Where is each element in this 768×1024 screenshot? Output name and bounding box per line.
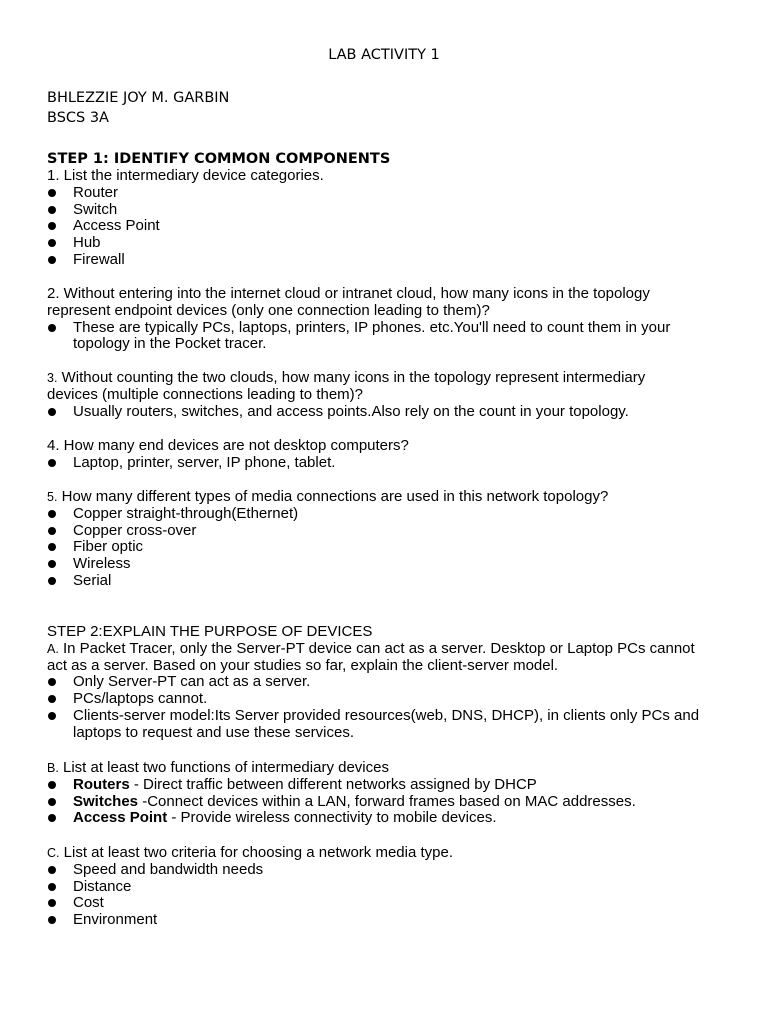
list-item: Laptop, printer, server, IP phone, tablet. [47, 455, 727, 472]
q5-line [47, 489, 727, 506]
list-item [47, 810, 727, 827]
q4-answer-list [47, 455, 727, 472]
qc-line [47, 845, 727, 862]
qb-letter: B. [47, 761, 59, 775]
q3-number: 3. [47, 371, 58, 385]
qa-text: In Packet Tracer, only the Server-PT device can act as a server. Desktop or Laptop PCs cannot [58, 639, 695, 657]
qc-letter: C. [47, 846, 60, 860]
list-item: Speed and bandwidth needs [47, 862, 727, 879]
q5-answer-list [47, 506, 727, 590]
list-item: Cost [47, 895, 727, 912]
q4-block [47, 438, 727, 472]
list-item: These are typically PCs, laptops, printers, IP phones. etc.You'll need to count them in your topology in the Pocket tracer. [47, 320, 707, 354]
qa-answer-list [47, 674, 707, 741]
term-routers: Routers [73, 775, 130, 793]
list-item: Switch [47, 202, 727, 219]
page-title: LAB ACTIVITY 1 [328, 47, 440, 63]
q5-block [47, 489, 727, 590]
desc-routers: - Direct traffic between different networks assigned by DHCP [129, 775, 537, 793]
q3-text: Without counting the two clouds, how many icons in the topology represent intermediary [57, 369, 646, 386]
step2-heading: STEP 2:EXPLAIN THE PURPOSE OF DEVICES [47, 623, 373, 640]
list-item: Environment [47, 912, 727, 929]
qa-letter: A. [47, 641, 59, 656]
desc-switches: -Connect devices within a LAN, forward frames based on MAC addresses. [138, 792, 636, 810]
q5-text: How many different types of media connections are used in this network topology? [57, 488, 609, 505]
student-section: BSCS 3A [47, 110, 109, 126]
list-item [47, 794, 727, 811]
list-item: Access Point [47, 218, 727, 235]
q4-text: 4. How many end devices are not desktop computers? [47, 437, 409, 454]
q2-block [47, 286, 727, 353]
q3-answer-list [47, 404, 727, 421]
q1-text: 1. List the intermediary device categories. [47, 167, 324, 184]
list-item: Copper straight-through(Ethernet) [47, 506, 727, 523]
list-item: Clients-server model:Its Server provided resources(web, DNS, DHCP), in clients only PCs and laptops to request and use these services. [47, 708, 707, 742]
step1-heading: STEP 1: IDENTIFY COMMON COMPONENTS [47, 151, 391, 167]
term-access-point: Access Point [73, 809, 168, 827]
step1-section [47, 150, 727, 269]
list-item: Firewall [47, 252, 727, 269]
student-name: BHLEZZIE JOY M. GARBIN [47, 90, 230, 106]
qb-line [47, 760, 727, 777]
q3-line1 [47, 370, 727, 387]
qc-text: List at least two criteria for choosing a network media type. [59, 844, 454, 861]
list-item [47, 777, 727, 794]
list-item: PCs/laptops cannot. [47, 691, 707, 708]
list-item: Hub [47, 235, 727, 252]
list-item: Serial [47, 573, 727, 590]
desc-access-point: - Provide wireless connectivity to mobile devices. [167, 809, 497, 827]
q1-answer-list [47, 185, 727, 269]
q3-line2: devices (multiple connections leading to them)? [47, 385, 364, 403]
term-switches: Switches [73, 792, 139, 810]
q2-line1: 2. Without entering into the internet cloud or intranet cloud, how many icons in the topology [47, 285, 650, 302]
qb-text: List at least two functions of intermediary devices [58, 759, 389, 776]
qa-line2: act as a server. Based on your studies so far, explain the client-server model. [47, 656, 559, 674]
list-item: Only Server-PT can act as a server. [47, 674, 707, 691]
list-item: Fiber optic [47, 539, 727, 556]
q2-answer-list [47, 320, 707, 354]
list-item: Copper cross-over [47, 523, 727, 540]
qb-block [47, 760, 727, 827]
list-item: Distance [47, 879, 727, 896]
q3-block [47, 370, 727, 420]
q2-line2: represent endpoint devices (only one connection leading to them)? [47, 301, 490, 319]
qa-line1 [47, 641, 727, 658]
student-info [47, 88, 727, 128]
step2-section [47, 624, 727, 742]
list-item: Router [47, 185, 727, 202]
list-item: Wireless [47, 556, 727, 573]
list-item: Usually routers, switches, and access points.Also rely on the count in your topology. [47, 404, 727, 421]
qc-block [47, 845, 727, 929]
qb-answer-list [47, 777, 727, 827]
q5-number: 5. [47, 490, 58, 504]
qc-answer-list [47, 862, 727, 929]
